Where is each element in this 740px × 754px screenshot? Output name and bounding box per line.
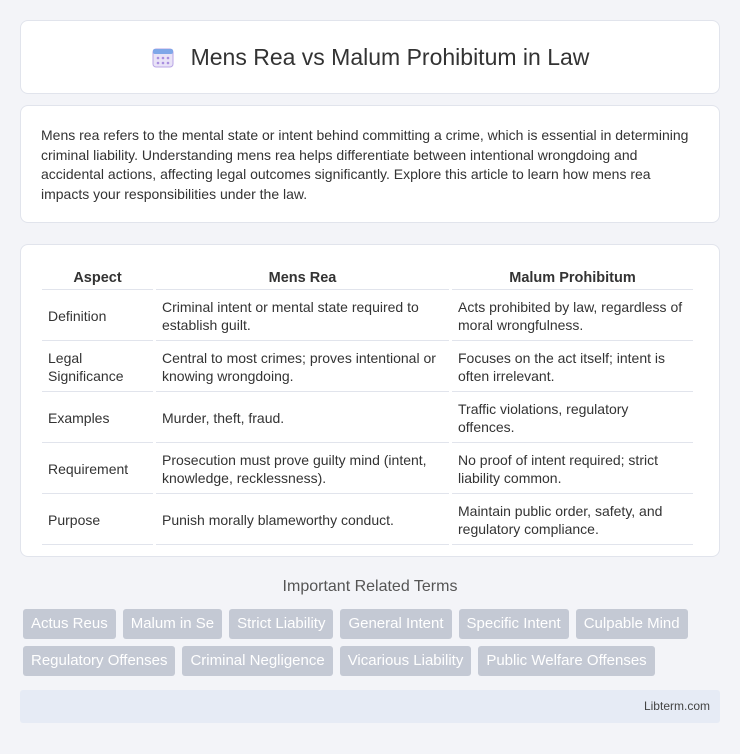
tag-criminal-negligence[interactable]: Criminal Negligence <box>182 646 332 676</box>
header-aspect: Aspect <box>42 265 153 290</box>
cell-aspect: Requirement <box>42 445 153 494</box>
tag-specific-intent[interactable]: Specific Intent <box>459 609 569 639</box>
comparison-table <box>39 263 696 547</box>
title-card <box>20 20 720 94</box>
table-row <box>42 445 693 494</box>
cell-malum-prohibitum: No proof of intent required; strict liability common. <box>452 445 693 494</box>
tag-culpable-mind[interactable]: Culpable Mind <box>576 609 688 639</box>
tag-regulatory-offenses[interactable]: Regulatory Offenses <box>23 646 175 676</box>
table-header-row <box>42 265 693 290</box>
tag-vicarious-liability[interactable]: Vicarious Liability <box>340 646 472 676</box>
related-terms-list <box>23 609 723 676</box>
comparison-table-card <box>20 244 720 557</box>
cell-mens-rea: Prosecution must prove guilty mind (intent, knowledge, recklessness). <box>156 445 449 494</box>
tag-actus-reus[interactable]: Actus Reus <box>23 609 116 639</box>
tag-general-intent[interactable]: General Intent <box>340 609 451 639</box>
header-mens-rea: Mens Rea <box>156 265 449 290</box>
cell-mens-rea: Punish morally blameworthy conduct. <box>156 496 449 545</box>
calendar-icon <box>151 45 175 69</box>
related-terms-title: Important Related Terms <box>282 578 458 595</box>
cell-aspect: Definition <box>42 292 153 341</box>
intro-card <box>20 105 720 223</box>
cell-malum-prohibitum: Focuses on the act itself; intent is often irrelevant. <box>452 343 693 392</box>
tag-public-welfare-offenses[interactable]: Public Welfare Offenses <box>478 646 654 676</box>
cell-aspect: Examples <box>42 394 153 443</box>
cell-mens-rea: Central to most crimes; proves intentional or knowing wrongdoing. <box>156 343 449 392</box>
header-malum-prohibitum: Malum Prohibitum <box>452 265 693 290</box>
table-row <box>42 394 693 443</box>
cell-aspect: Purpose <box>42 496 153 545</box>
cell-malum-prohibitum: Maintain public order, safety, and regulatory compliance. <box>452 496 693 545</box>
cell-malum-prohibitum: Traffic violations, regulatory offences. <box>452 394 693 443</box>
cell-aspect: Legal Significance <box>42 343 153 392</box>
intro-text: Mens rea refers to the mental state or intent behind committing a crime, which is essential in determining criminal liability. Understanding mens rea helps differentiate between intentional wrongdoing and accidental actions, affecting legal outcomes significantly. Explore this article to learn how mens rea impacts your responsibilities under the law. <box>41 127 689 202</box>
cell-malum-prohibitum: Acts prohibited by law, regardless of moral wrongfulness. <box>452 292 693 341</box>
tag-strict-liability[interactable]: Strict Liability <box>229 609 333 639</box>
cell-mens-rea: Criminal intent or mental state required to establish guilt. <box>156 292 449 341</box>
footer <box>20 690 720 723</box>
footer-site-link[interactable]: Libterm.com <box>643 699 710 713</box>
table-row <box>42 343 693 392</box>
tag-malum-in-se[interactable]: Malum in Se <box>123 609 222 639</box>
table-row <box>42 292 693 341</box>
table-row <box>42 496 693 545</box>
page-title: Mens Rea vs Malum Prohibitum in Law <box>190 43 590 70</box>
cell-mens-rea: Murder, theft, fraud. <box>156 394 449 443</box>
